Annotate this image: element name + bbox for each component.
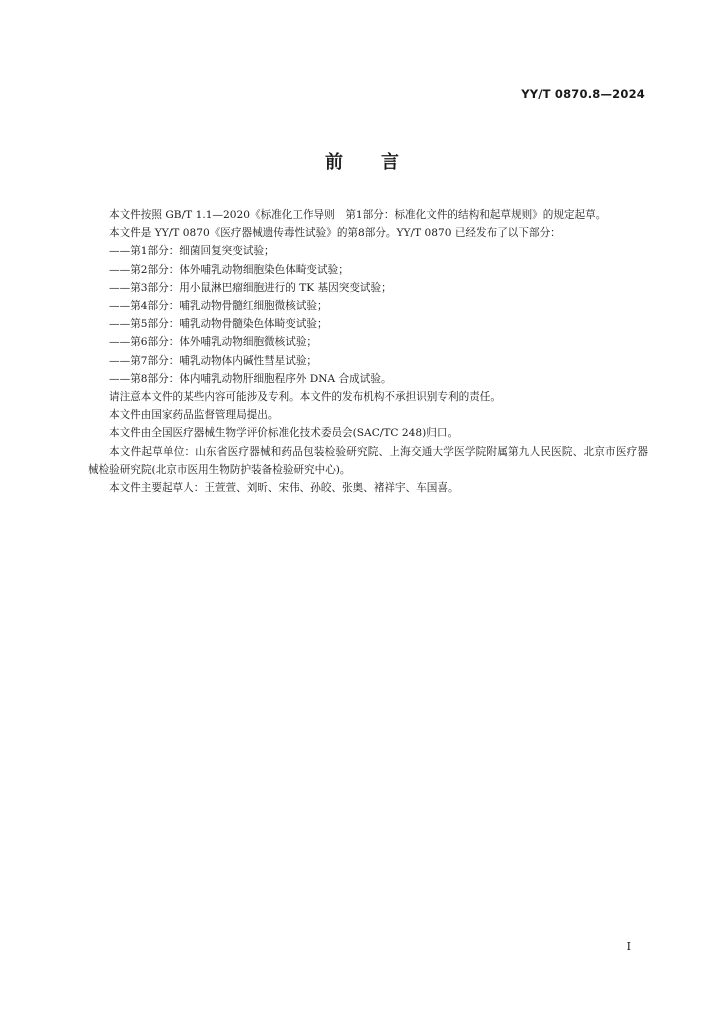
list-item-part-8: ——第8部分：体内哺乳动物肝细胞程序外 DNA 合成试验。 [109,372,392,385]
paragraph-patent-notice: 请注意本文件的某些内容可能涉及专利。本文件的发布机构不承担识别专利的责任。 [109,391,501,404]
paragraph-drafting-basis: 本文件按照 GB/T 1.1—2020《标准化工作导则 第1部分：标准化文件的结构和起草规则》的规定起草。 [109,209,607,221]
list-item-part-3: ——第3部分：用小鼠淋巴瘤细胞进行的 TK 基因突变试验； [109,281,392,294]
paragraph-parts-intro: 本文件是 YY/T 0870《医疗器械遗传毒性试验》的第8部分。YY/T 0870 已经发布了以下部分： [109,227,561,240]
paragraph-proposer: 本文件由国家药品监督管理局提出。 [109,409,279,422]
paragraph-main-drafters: 本文件主要起草人：王萱萱、刘昕、宋伟、孙皎、张奥、褚祥宇、车国喜。 [109,482,459,495]
paragraph-drafting-units: 本文件起草单位：山东省医疗器械和药品包装检验研究院、上海交通大学医学院附属第九人民医院、北京市医疗器械检验研究院(北京市医用生物防护装备检验研究中心)。 [88,445,648,476]
list-item-part-7: ——第7部分：哺乳动物体内碱性彗星试验； [109,354,318,367]
list-item-part-5: ——第5部分：哺乳动物骨髓染色体畸变试验； [109,318,328,331]
list-item-part-4: ——第4部分：哺乳动物骨髓红细胞微核试验； [109,300,328,313]
page-number: I [626,940,631,953]
list-item-part-2: ——第2部分：体外哺乳动物细胞染色体畸变试验； [109,263,349,276]
list-item-part-6: ——第6部分：体外哺乳动物细胞微核试验； [109,336,318,349]
list-item-part-1: ——第1部分：细菌回复突变试验； [109,245,275,258]
document-code: YY/T 0870.8—2024 [521,87,645,101]
foreword-body [88,206,648,497]
paragraph-centralized-by: 本文件由全国医疗器械生物学评价标准化技术委员会(SAC/TC 248)归口。 [109,427,459,440]
page-title: 前言 [325,152,437,173]
